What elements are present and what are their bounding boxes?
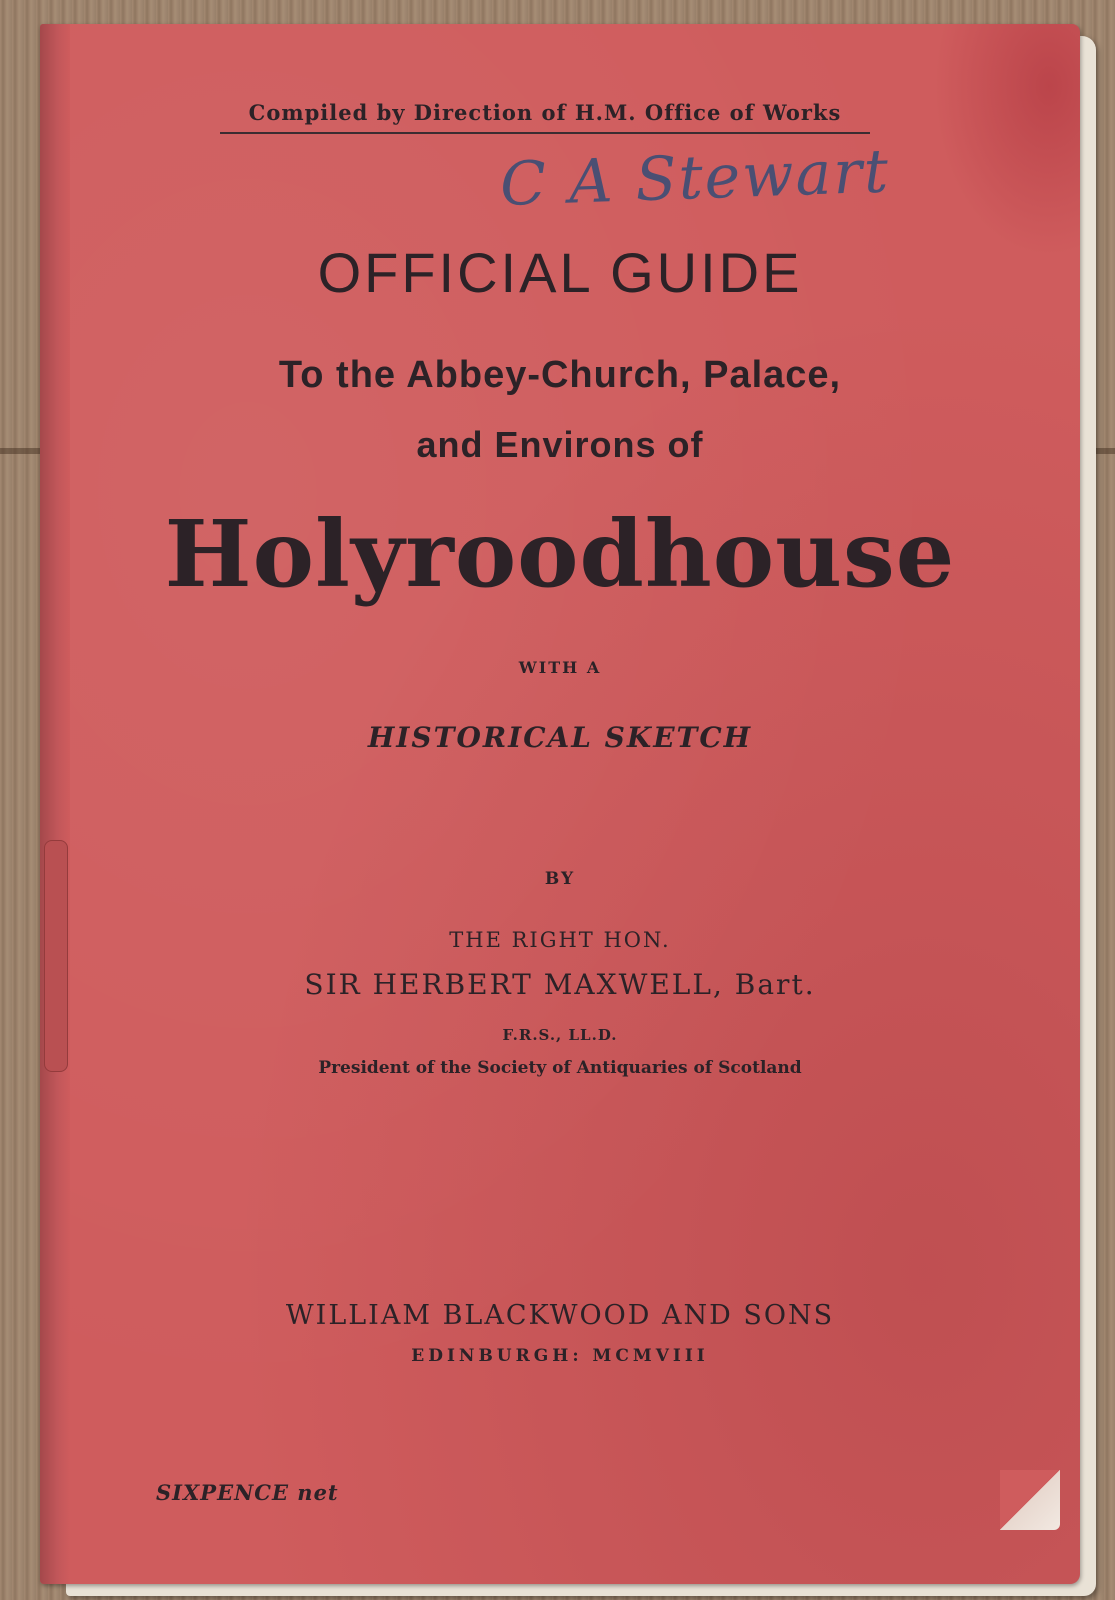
publisher-name: WILLIAM BLACKWOOD AND SONS [285,1300,835,1331]
subtitle-line-1: To the Abbey-Church, Palace, [278,354,842,396]
header-rule [220,132,870,134]
subtitle-line-2: and Environs of [416,424,704,465]
main-title: OFFICIAL GUIDE [317,241,803,304]
by-label: BY [544,869,576,889]
honorific-label: THE RIGHT HON. [449,928,671,952]
price-label: SIXPENCE net [156,1480,339,1505]
cover-text-block [40,24,1080,1584]
author-name: SIR HERBERT MAXWELL, Bart. [304,968,816,1001]
author-position: President of the Society of Antiquaries of Scotland [318,1058,802,1078]
author-degrees: F.R.S., LL.D. [502,1026,618,1044]
compiled-by-line: Compiled by Direction of H.M. Office of Works [248,100,842,125]
handwritten-signature: C A Stewart [498,136,892,221]
publisher-place-date: EDINBURGH: MCMVIII [411,1346,709,1366]
with-a-label: WITH A [518,658,602,677]
place-name-title: Holyroodhouse [164,500,956,608]
historical-sketch-label: HISTORICAL SKETCH [367,721,753,754]
